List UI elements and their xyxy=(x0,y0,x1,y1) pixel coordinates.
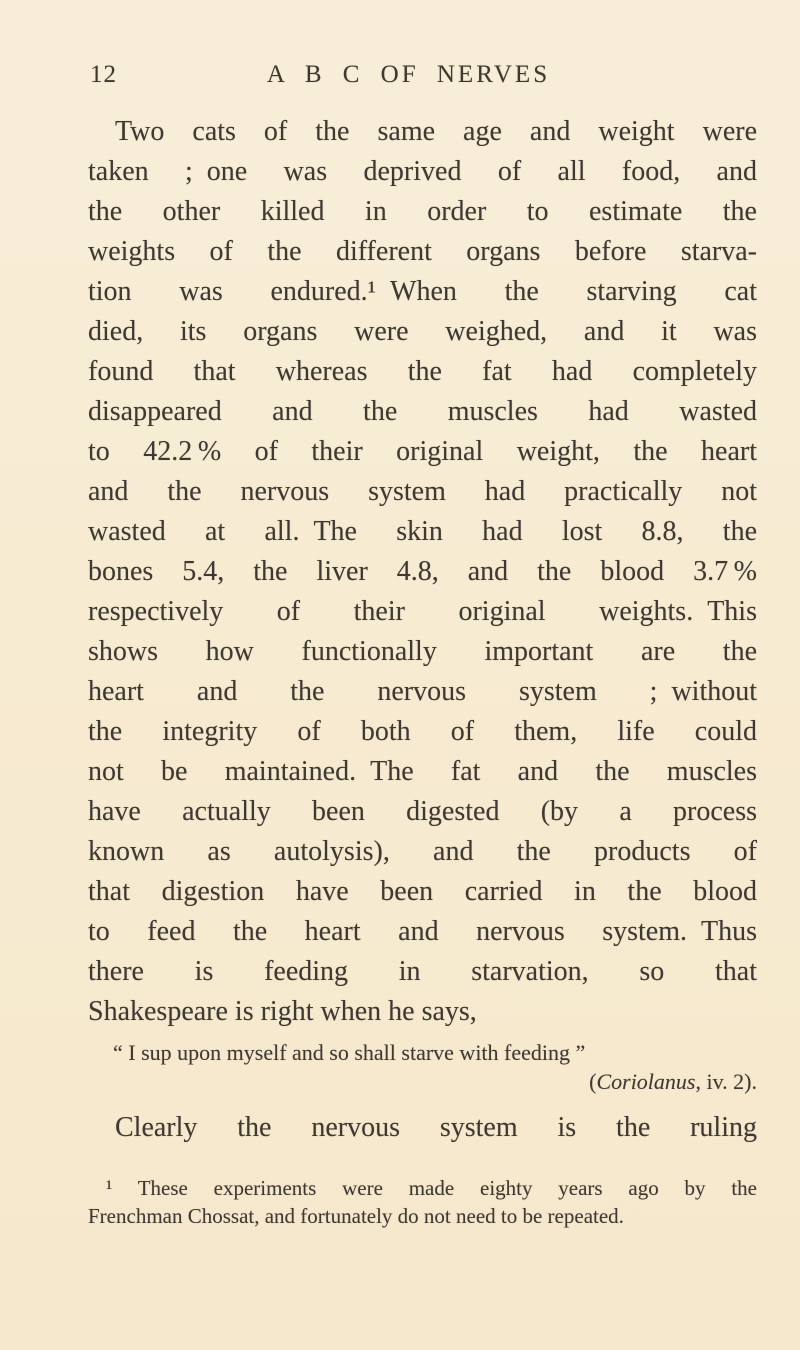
footnote-line: ¹ These experiments were made eighty years ago by the xyxy=(106,1176,757,1200)
blockquote xyxy=(88,1038,757,1096)
text-line: taken ; one was deprived of all food, and xyxy=(88,156,757,187)
text-line: the integrity of both of them, life could xyxy=(88,716,757,747)
text-line: that digestion have been carried in the blood xyxy=(88,876,757,907)
body-text xyxy=(88,112,757,1230)
text-line: there is feeding in starvation, so that xyxy=(88,956,757,987)
text-line: have actually been digested (by a process xyxy=(88,796,757,827)
text-line: heart and the nervous system ; without xyxy=(88,676,757,707)
running-title: A B C OF NERVES xyxy=(266,61,551,88)
text-line: the other killed in order to estimate the xyxy=(88,196,757,227)
text-line: Shakespeare is right when he says, xyxy=(88,996,477,1027)
paragraph-1 xyxy=(88,112,757,1032)
quote-text: “ I sup upon myself and so shall starve with feeding ” xyxy=(113,1040,586,1065)
text-line: and the nervous system had practically not xyxy=(88,476,757,507)
text-line: respectively of their original weights. This xyxy=(88,596,757,627)
text-line: known as autolysis), and the products of xyxy=(88,836,757,867)
text-line: found that whereas the fat had completely xyxy=(88,356,757,387)
paragraph-2 xyxy=(88,1108,757,1148)
page-header xyxy=(88,58,757,92)
attribution-open: ( xyxy=(589,1069,597,1094)
quote-attribution xyxy=(88,1067,757,1096)
footnote-line: Frenchman Chossat, and fortunately do not need to be repeated. xyxy=(88,1204,624,1228)
text-line: shows how functionally important are the xyxy=(88,636,757,667)
text-line: not be maintained. The fat and the muscles xyxy=(88,756,757,787)
text-line: disappeared and the muscles had wasted xyxy=(88,396,757,427)
text-line: to 42.2 % of their original weight, the heart xyxy=(88,436,757,467)
text-line: bones 5.4, the liver 4.8, and the blood 3.7 % xyxy=(88,556,757,587)
footnote xyxy=(88,1174,757,1230)
page-number: 12 xyxy=(90,61,117,88)
attribution-work-title: Coriolanus xyxy=(596,1069,696,1094)
text-line: tion was endured.¹ When the starving cat xyxy=(88,276,757,307)
text-line: died, its organs were weighed, and it was xyxy=(88,316,757,347)
text-line: weights of the different organs before starva- xyxy=(88,236,757,267)
attribution-rest: , iv. 2). xyxy=(695,1069,757,1094)
text-line: to feed the heart and nervous system. Thus xyxy=(88,916,757,947)
text-line: Clearly the nervous system is the ruling xyxy=(115,1112,757,1143)
text-line: wasted at all. The skin had lost 8.8, the xyxy=(88,516,757,547)
text-line: Two cats of the same age and weight were xyxy=(115,116,757,147)
